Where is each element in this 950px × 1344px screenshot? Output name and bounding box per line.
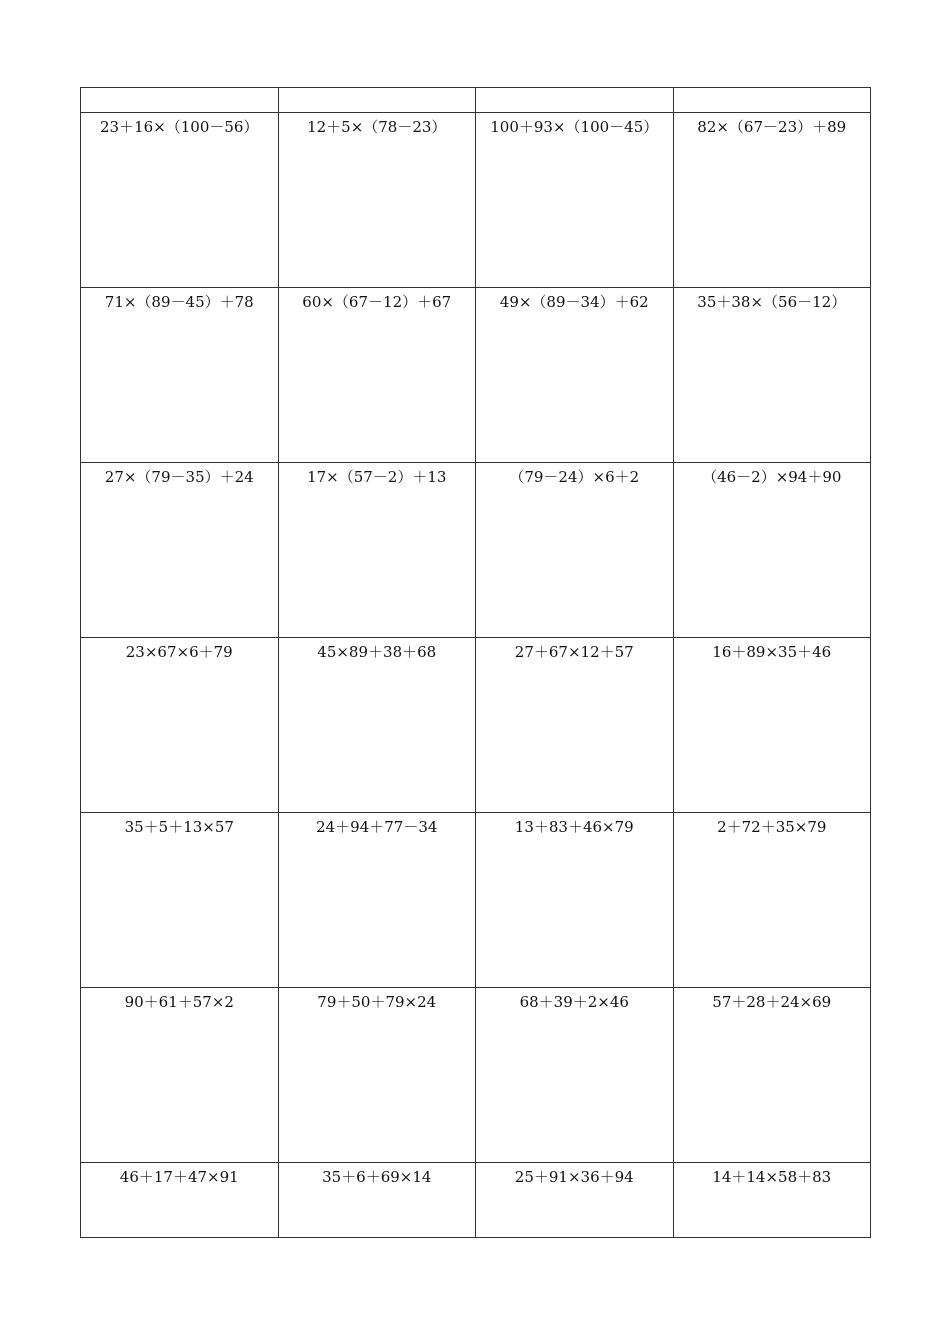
blank-cell [476,88,674,113]
problem-cell [673,813,871,988]
table-row [81,813,871,988]
problem-cell [476,813,674,988]
math-expression: （79－24）×6＋2 [509,468,640,486]
math-expression: 60×（67－12）＋67 [302,293,452,311]
problem-cell [81,288,279,463]
math-expression: 90＋61＋57×2 [124,993,234,1011]
problem-cell [278,813,476,988]
math-expression: 23×67×6＋79 [125,643,233,661]
problem-cell [476,638,674,813]
math-expression: 45×89＋38＋68 [317,643,437,661]
problem-cell [673,1163,871,1238]
problem-cell [81,463,279,638]
table-row [81,113,871,288]
problem-cell [476,988,674,1163]
math-expression: 24＋94＋77－34 [316,818,438,836]
math-expression: 23＋16×（100－56） [100,118,259,136]
problem-cell [476,463,674,638]
problem-cell [476,113,674,288]
math-expression: 17×（57－2）＋13 [307,468,447,486]
problem-cell [673,288,871,463]
math-expression: 16＋89×35＋46 [712,643,832,661]
math-expression: 68＋39＋2×46 [519,993,629,1011]
math-expression: 49×（89－34）＋62 [499,293,649,311]
problem-cell [673,988,871,1163]
problem-cell [81,1163,279,1238]
math-expression: （46－2）×94＋90 [702,468,842,486]
table-row [81,463,871,638]
table-row-blank [81,88,871,113]
problem-cell [673,113,871,288]
worksheet-table [80,87,871,1238]
blank-cell [278,88,476,113]
math-expression: 2＋72＋35×79 [717,818,827,836]
problem-cell [278,288,476,463]
problem-cell [476,1163,674,1238]
problem-cell [673,463,871,638]
problem-cell [673,638,871,813]
problem-cell [81,813,279,988]
blank-cell [673,88,871,113]
problem-cell [81,988,279,1163]
problem-cell [81,113,279,288]
problem-cell [278,463,476,638]
math-expression: 13＋83＋46×79 [514,818,634,836]
table-row [81,988,871,1163]
math-expression: 71×（89－45）＋78 [104,293,254,311]
math-expression: 35＋38×（56－12） [697,293,847,311]
math-expression: 27＋67×12＋57 [514,643,634,661]
problem-cell [81,638,279,813]
math-expression: 12＋5×（78－23） [307,118,447,136]
table-row [81,638,871,813]
problem-cell [476,288,674,463]
table-row [81,1163,871,1238]
problem-cell [278,1163,476,1238]
problem-cell [278,113,476,288]
math-expression: 35＋5＋13×57 [124,818,234,836]
table-row [81,288,871,463]
math-expression: 100＋93×（100－45） [490,118,659,136]
problem-cell [278,638,476,813]
math-expression: 25＋91×36＋94 [514,1168,634,1186]
problem-cell [278,988,476,1163]
blank-cell [81,88,279,113]
math-expression: 57＋28＋24×69 [712,993,832,1011]
math-expression: 46＋17＋47×91 [119,1168,239,1186]
math-expression: 14＋14×58＋83 [712,1168,832,1186]
math-expression: 27×（79－35）＋24 [104,468,254,486]
math-expression: 79＋50＋79×24 [317,993,437,1011]
math-expression: 82×（67－23）＋89 [697,118,847,136]
math-expression: 35＋6＋69×14 [322,1168,432,1186]
